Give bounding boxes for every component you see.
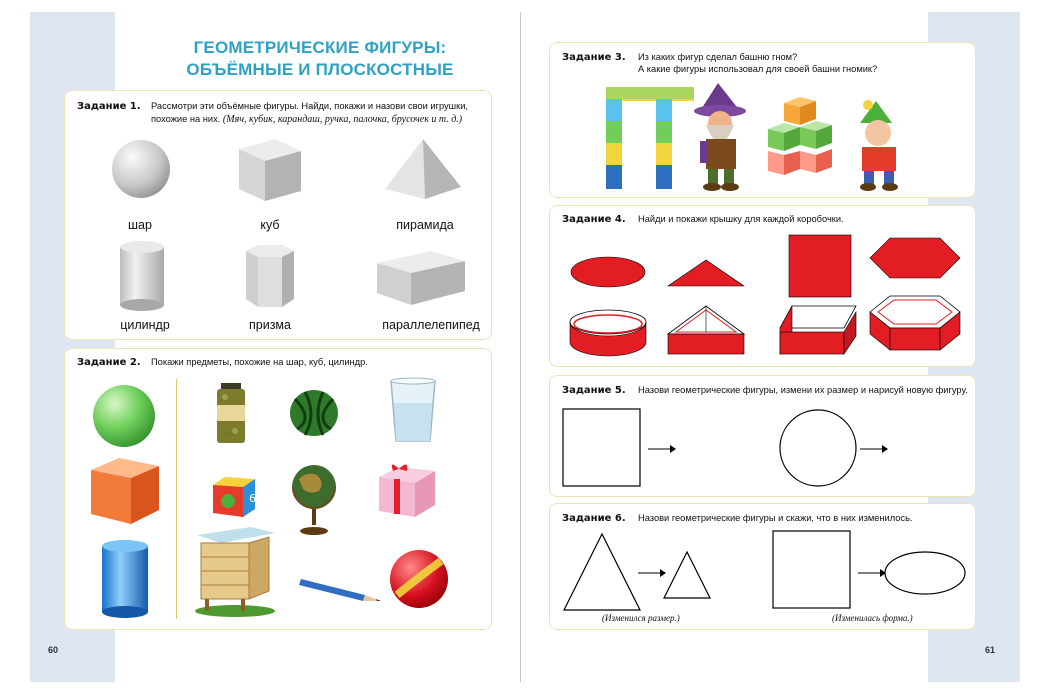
sphere-shape <box>111 139 171 199</box>
task2-box <box>64 348 492 630</box>
task3-box <box>549 42 976 198</box>
task1-instruction: Рассмотри эти объёмные фигуры. Найди, покажи и назови свои игрушки, похожие на них. <box>151 101 468 124</box>
task1-text <box>151 100 481 126</box>
watermelon <box>289 389 339 437</box>
beehive <box>191 525 279 617</box>
task3-line2: А какие фигуры использовал для своей башни гномик? <box>638 64 878 74</box>
note-size-changed: (Изменился размер.) <box>602 613 680 623</box>
square-figure <box>772 530 852 610</box>
task3-label: Задание 3. <box>562 52 626 63</box>
task2-label: Задание 2. <box>77 357 141 368</box>
label-parallelepiped: параллелепипед <box>382 318 480 332</box>
orange-cube <box>89 456 161 526</box>
pencil <box>299 573 383 603</box>
toy-block <box>211 475 257 519</box>
svg-text:6: 6 <box>249 492 256 505</box>
water-glass <box>387 377 439 445</box>
red-ball <box>389 549 449 609</box>
prism-shape <box>242 243 298 309</box>
task6-label: Задание 6. <box>562 513 626 524</box>
pickle-jar <box>213 383 249 445</box>
task5-label: Задание 5. <box>562 385 626 396</box>
task3-line1: Из каких фигур сделал башню гном? <box>638 52 798 62</box>
task2-divider <box>176 379 177 619</box>
task1-label: Задание 1. <box>77 101 141 112</box>
square-figure <box>562 408 642 488</box>
task4-label: Задание 4. <box>562 214 626 225</box>
box-square <box>778 302 858 358</box>
box-cylinder <box>568 308 650 360</box>
ellipse-figure <box>884 550 966 596</box>
label-cylinder: цилиндр <box>120 318 170 332</box>
task1-hint: (Мяч, кубик, карандаш, ручка, палочка, брусочек и т. д.) <box>222 114 463 125</box>
box-hexagon <box>868 292 964 354</box>
parallelepiped-shape <box>375 247 467 309</box>
task4-box <box>549 205 976 367</box>
label-cube: куб <box>260 218 280 232</box>
arrow-right-icon <box>860 444 888 454</box>
label-prism: призма <box>249 318 291 332</box>
page-title-line2: ОБЪЁМНЫЕ И ПЛОСКОСТНЫЕ <box>186 60 454 79</box>
small-triangle <box>662 550 712 600</box>
pyramid-shape <box>383 137 463 203</box>
page-title-line1: ГЕОМЕТРИЧЕСКИЕ ФИГУРЫ: <box>193 38 447 57</box>
task5-box <box>549 375 976 497</box>
label-pyramid: пирамида <box>396 218 454 232</box>
task2-text: Покажи предметы, похожие на шар, куб, цилиндр. <box>151 357 368 367</box>
right-page <box>521 0 1037 694</box>
gift-box <box>377 461 437 519</box>
page-number-right: 61 <box>985 645 996 655</box>
task6-text: Назови геометрические фигуры и скажи, что в них изменилось. <box>638 513 913 523</box>
task6-box <box>549 503 976 630</box>
lid-ellipse <box>570 256 648 288</box>
green-sphere <box>92 384 156 448</box>
label-sphere: шар <box>128 218 152 232</box>
lid-triangle <box>666 258 746 288</box>
gnome-wizard <box>680 81 756 193</box>
page-number-left: 60 <box>48 645 59 655</box>
lid-square <box>788 234 854 300</box>
task5-text: Назови геометрические фигуры, измени их размер и нарисуй новую фигуру. <box>638 385 968 395</box>
gnome-green-hat <box>846 97 910 193</box>
arrow-right-icon <box>648 444 676 454</box>
box-triangle <box>664 302 748 358</box>
task4-text: Найди и покажи крышку для каждой коробочки. <box>638 214 844 224</box>
cube-shape <box>235 135 305 205</box>
cylinder-shape <box>117 239 167 313</box>
circle-figure <box>778 408 858 488</box>
note-shape-changed: (Изменилась форма.) <box>832 613 913 623</box>
globe <box>289 461 339 537</box>
arrow-right-icon <box>858 568 886 578</box>
lid-hexagon <box>868 236 962 280</box>
task1-box <box>64 90 492 340</box>
large-triangle <box>562 532 642 612</box>
cubes-tower <box>764 95 844 191</box>
blue-cylinder <box>99 539 151 621</box>
